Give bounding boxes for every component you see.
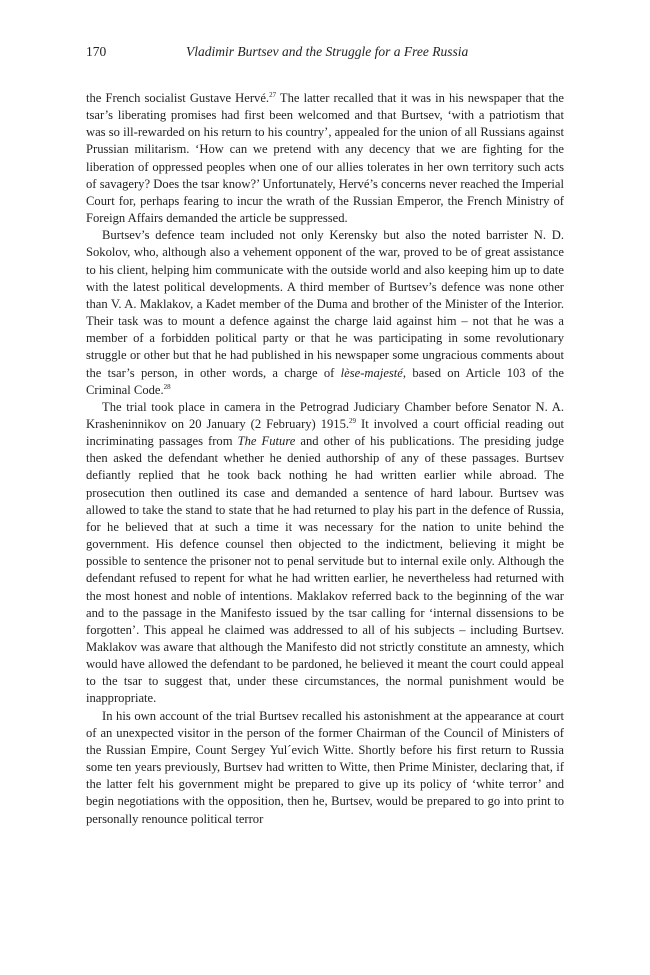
- text-span: the French socialist Gustave Hervé.: [86, 91, 270, 105]
- text-span: , based on Article 103 of the Criminal Code.: [86, 365, 565, 397]
- footnote-marker: 29: [349, 416, 357, 425]
- text-span: In his own account of the trial Burtsev recalled his astonishment at the appearance at court of an unexpected visitor in the person of the former Chairman of the Council of Ministers of the Russian Empire, Count Sergey Yul´evich Witte. Shortly before his first return to Russia some ten years previously, Burtsev had written to Witte, then Prime Minister, declaring that, if the latter felt his government might be prepared to give up its policy of ‘white terror’ and begin negotiations with the opposition, then he, Burtsev, would be prepared to go into print to personally renounce political terror: [86, 708, 564, 826]
- text-span: The trial took place in camera in the Petrograd Judiciary Chamber before Senator N. A. Krasheninnikov on 20 January (2 February) 1915.: [86, 399, 564, 431]
- page-number: 170: [86, 44, 107, 59]
- paragraph: [86, 227, 564, 399]
- page-header: [86, 44, 564, 64]
- paragraph: [86, 399, 564, 708]
- text-span: Burtsev’s defence team included not only Kerensky but also the noted barrister N. D. Sokolov, who, although also a vehement opponent of the war, proved to be of great assistance to his client, helping him communicate with the outside world and also keeping him up to date with the latest political developments. A third member of Burtsev’s defence was none other than V. A. Maklakov, a Kadet member of the Duma and brother of the Minister of the Interior. Their task was to mount a defence against the charge laid against him – not that he was a member of a forbidden political party or that he was participating in some revolutionary struggle or other but that he had published in his newspaper some ungracious comments about the tsar’s person, in other words, a charge of: [86, 228, 564, 380]
- text-span: It involved a court official reading out incriminating passages from: [86, 416, 564, 449]
- body-text: [86, 90, 564, 828]
- running-title: Vladimir Burtsev and the Struggle for a Free Russia: [186, 44, 469, 59]
- paragraph: [86, 90, 564, 227]
- italic-term: lèse-majesté: [340, 365, 403, 380]
- text-span: The latter recalled that it was in his newspaper that the tsar’s liberating promises had first been welcomed and that Burtsev, ‘with a patriotism that was so ill-rewarded on his return to his country’, appealed for the union of all Russians against Prussian militarism. ‘How can we pretend with any decency that we are fighting for the liberation of oppressed peoples when one of our allies tolerates in her own territory such acts of savagery? Does the tsar know?’ Unfortunately, Hervé’s concerns never reached the Imperial Court for, perhaps fearing to incur the wrath of the Russian Emperor, the French Ministry of Foreign Affairs demanded the article be suppressed.: [86, 91, 564, 226]
- paragraph: [86, 708, 564, 828]
- text-span: and other of his publications. The presiding judge then asked the defendant whether he denied authorship of any of these passages. Burtsev defiantly replied that he took back nothing he had written earlier while abroad. The prosecution then outlined its case and demanded a sentence of hard labour. Burtsev was allowed to take the stand to state that he had returned to play his part in the defence of Russia, for he believed that at such a time it was necessary for the nation to unite behind the government. His defence counsel then objected to the indictment, believing it might be possible to sentence the prisoner not to penal servitude but to internal exile only. Although the defendant refused to repent for what he had written earlier, he nevertheless had returned with the most honest and noble of intentions. Maklakov referred back to the beginning of the war and to the passage in the Manifesto issued by the tsar calling for ‘internal dissensions to be forgotten’. This appeal he claimed was addressed to all of his subjects – including Burtsev. Maklakov was aware that although the Manifesto did not strictly constitute an amnesty, which would have allowed the defendant to be pardoned, he believed it meant the court could appeal to the tsar to suggest that, under these circumstances, the normal punishment would be inappropriate.: [86, 434, 564, 706]
- footnote-marker: 27: [269, 91, 277, 99]
- italic-title: The Future: [237, 434, 296, 449]
- footnote-marker: 28: [163, 382, 171, 391]
